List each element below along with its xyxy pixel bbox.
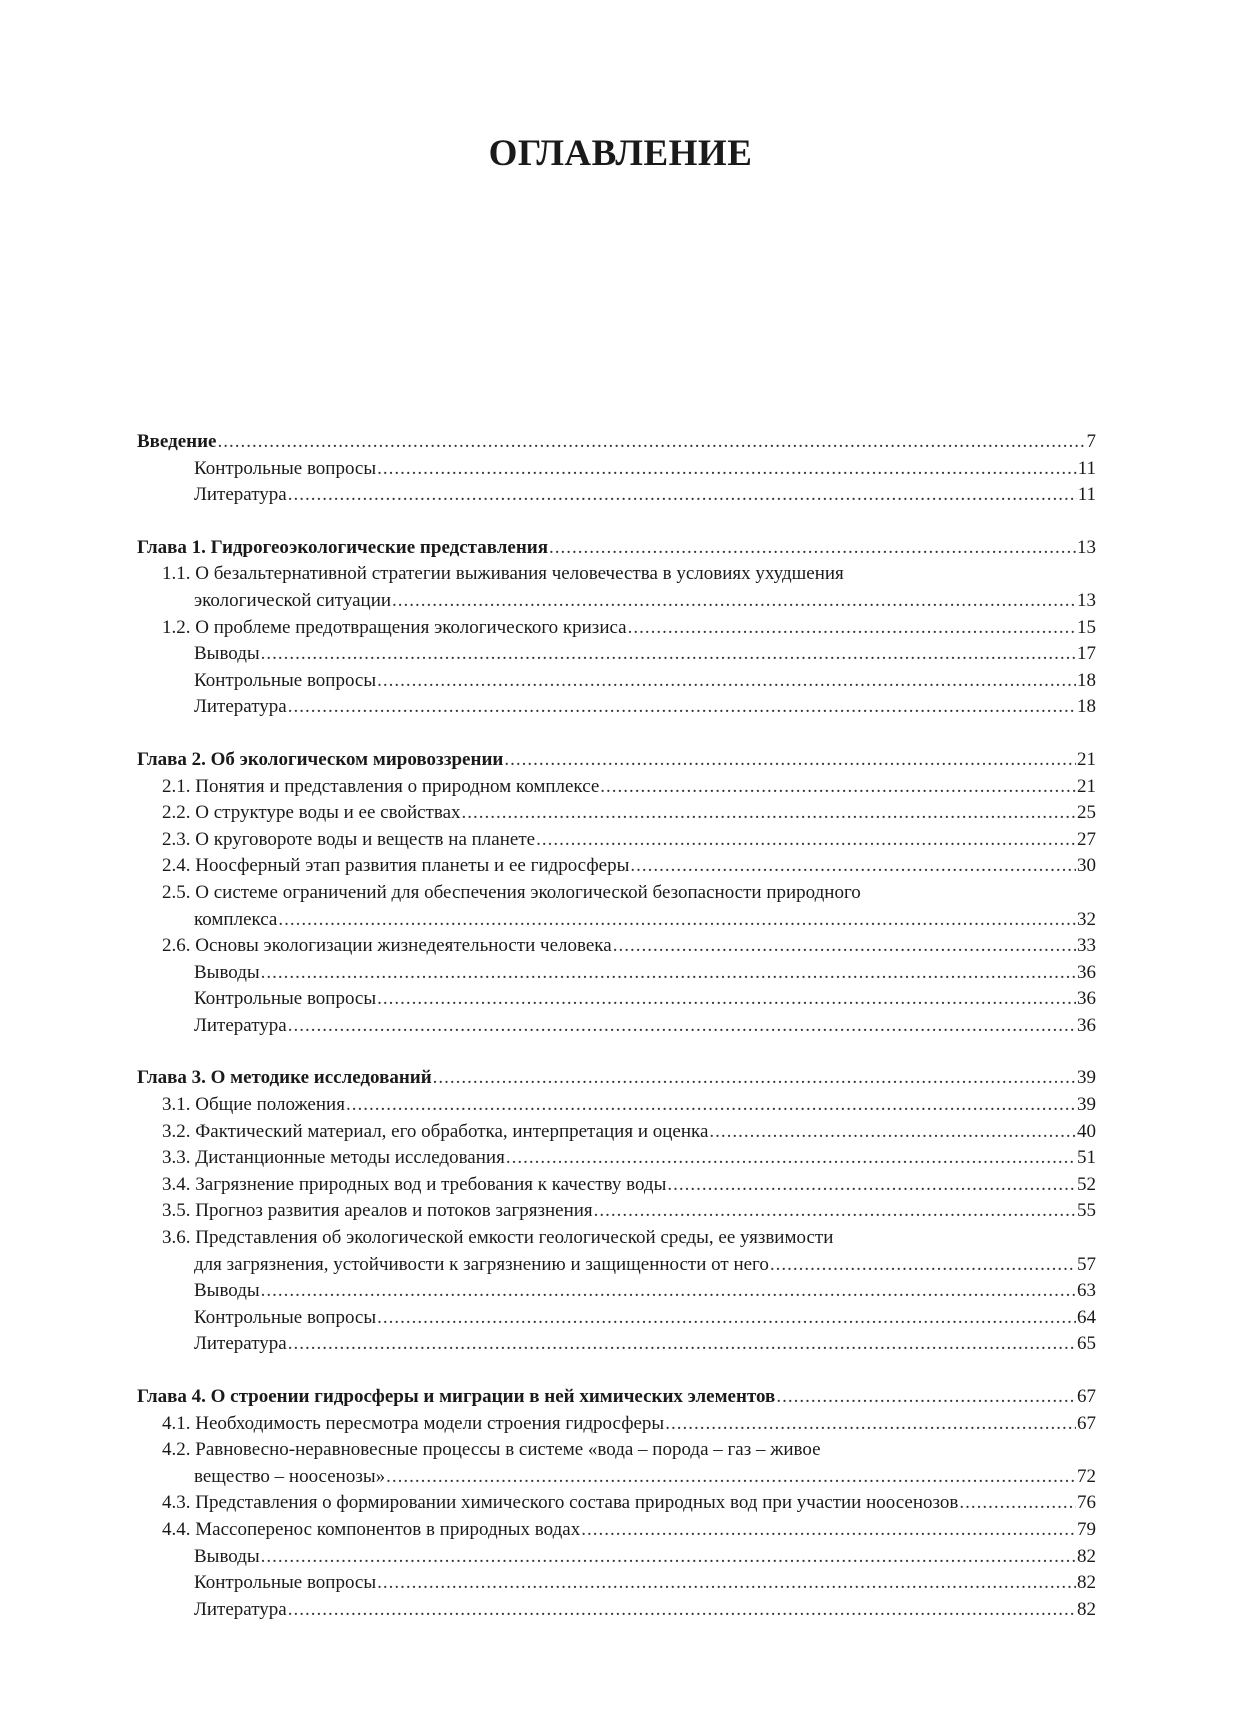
toc-entry — [137, 1119, 1096, 1146]
toc-page-number: 82 — [1077, 1572, 1096, 1594]
toc-entry — [137, 1517, 1096, 1544]
toc-page-number: 15 — [1077, 616, 1096, 638]
toc-page-number: 13 — [1077, 536, 1096, 558]
toc-entry — [137, 1278, 1096, 1305]
toc-page-number: 52 — [1077, 1173, 1096, 1195]
toc-dot-leader — [613, 933, 1076, 960]
toc-dot-leader — [506, 1145, 1076, 1172]
page-title: ОГЛАВЛЕНИЕ — [488, 133, 753, 174]
toc-page-number: 25 — [1077, 802, 1096, 824]
toc-entry-title: 2.6. Основы экологизации жизнедеятельности человека — [162, 935, 612, 957]
toc-dot-leader — [377, 668, 1076, 695]
toc-entry — [137, 1544, 1096, 1571]
toc-page-number: 79 — [1077, 1518, 1096, 1540]
toc-entry-title: Контрольные вопросы — [194, 457, 377, 479]
toc-entry — [137, 1464, 1096, 1491]
toc-entry-title: 1.2. О проблеме предотвращения экологического кризиса — [162, 616, 627, 638]
toc-dot-leader — [462, 800, 1077, 827]
toc-page-number: 36 — [1077, 988, 1096, 1010]
toc-entry-title: экологической ситуации — [194, 589, 392, 611]
toc-page-number: 57 — [1077, 1253, 1096, 1275]
toc-page-number: 33 — [1077, 935, 1096, 957]
toc-entry — [137, 1305, 1096, 1332]
toc-page-number: 72 — [1077, 1465, 1096, 1487]
toc-entry — [137, 1145, 1096, 1172]
toc-entry — [137, 615, 1096, 642]
toc-page-number: 27 — [1077, 828, 1096, 850]
toc-entry-title: Выводы — [194, 1280, 260, 1302]
toc-page-number: 82 — [1077, 1598, 1096, 1620]
toc-dot-leader — [377, 1570, 1076, 1597]
toc-page-number: 39 — [1077, 1094, 1096, 1116]
toc-chapter-entry — [137, 535, 1096, 562]
toc-entry — [137, 694, 1096, 721]
toc-page-number: 39 — [1077, 1067, 1096, 1089]
toc-entry-title: Контрольные вопросы — [194, 1572, 377, 1594]
toc-entry-title: Выводы — [194, 1545, 260, 1567]
toc-page-number: 63 — [1077, 1280, 1096, 1302]
toc-page-number: 67 — [1077, 1386, 1096, 1407]
toc-entry-title: 2.5. О системе ограничений для обеспечения экологической безопасности природного — [162, 881, 861, 903]
toc-entry — [137, 1411, 1096, 1438]
toc-entry-title: 3.3. Дистанционные методы исследования — [162, 1147, 505, 1169]
toc-dot-leader — [630, 853, 1076, 880]
toc-entry-title: Литература — [194, 696, 287, 718]
toc-dot-leader — [377, 1305, 1076, 1332]
toc-page-number: 51 — [1077, 1147, 1096, 1169]
toc-entry-title: 3.5. Прогноз развития ареалов и потоков загрязнения — [162, 1200, 593, 1222]
toc-entry — [137, 853, 1096, 880]
toc-entry-title: Литература — [194, 484, 287, 506]
toc-entry-title: Литература — [194, 1014, 287, 1036]
toc-dot-leader — [261, 960, 1076, 987]
toc-page-number: 21 — [1077, 748, 1096, 770]
toc-dot-leader — [536, 827, 1076, 854]
toc-dot-leader — [549, 535, 1076, 562]
toc-page-number: 21 — [1077, 775, 1096, 797]
toc-dot-leader — [504, 747, 1076, 774]
toc-entry — [137, 1570, 1096, 1597]
toc-dot-leader — [628, 615, 1076, 642]
toc-dot-leader — [665, 1411, 1076, 1438]
toc-entry — [137, 456, 1096, 483]
toc-entry — [137, 1490, 1096, 1517]
toc-entry-title: Глава 3. О методике исследований — [137, 1067, 432, 1089]
toc-dot-leader — [377, 456, 1077, 483]
toc-page-number: 18 — [1077, 669, 1096, 691]
toc-entry — [137, 827, 1096, 854]
toc-page-number: 40 — [1077, 1120, 1096, 1142]
table-of-contents — [137, 429, 1096, 1623]
toc-dot-leader — [261, 1544, 1076, 1571]
toc-page-number: 18 — [1077, 696, 1096, 718]
toc-dot-leader — [288, 1013, 1076, 1040]
toc-dot-leader — [346, 1092, 1076, 1119]
toc-entry-title: Контрольные вопросы — [194, 988, 377, 1010]
toc-entry-title: 3.2. Фактический материал, его обработка, интерпретация и оценка — [162, 1120, 709, 1142]
toc-page-number: 65 — [1077, 1333, 1096, 1355]
toc-page-number: 76 — [1077, 1492, 1096, 1514]
toc-dot-leader — [218, 429, 1086, 456]
toc-entry — [137, 907, 1096, 934]
toc-dot-leader — [581, 1517, 1076, 1544]
toc-page-number: 82 — [1077, 1545, 1096, 1567]
toc-entry — [137, 1172, 1096, 1199]
toc-entry — [137, 1198, 1096, 1225]
toc-entry-title: 1.1. О безальтернативной стратегии выживания человечества в условиях ухудшения — [162, 563, 844, 585]
toc-entry-title: Выводы — [194, 961, 260, 983]
toc-entry-title: 4.2. Равновесно-неравновесные процессы в системе «вода – порода – газ – живое — [162, 1439, 821, 1461]
toc-chapter-entry — [137, 1384, 1096, 1411]
toc-page-number: 55 — [1077, 1200, 1096, 1222]
toc-entry — [137, 1331, 1096, 1358]
toc-dot-leader — [386, 1464, 1076, 1491]
toc-entry — [137, 960, 1096, 987]
toc-page-number: 64 — [1077, 1306, 1096, 1328]
toc-entry — [137, 880, 1096, 907]
toc-dot-leader — [959, 1490, 1076, 1517]
toc-dot-leader — [288, 1331, 1076, 1358]
toc-dot-leader — [770, 1252, 1076, 1279]
toc-entry — [137, 1092, 1096, 1119]
toc-page-number: 30 — [1077, 855, 1096, 877]
toc-entry-title: вещество – ноосенозы» — [194, 1465, 386, 1487]
toc-dot-leader — [600, 774, 1076, 801]
toc-entry-title: Введение — [137, 431, 217, 452]
toc-page-number: 36 — [1077, 1014, 1096, 1036]
toc-entry-title: Выводы — [194, 643, 260, 665]
toc-dot-leader — [288, 694, 1076, 721]
toc-page-number: 67 — [1077, 1412, 1096, 1434]
toc-entry — [137, 1225, 1096, 1252]
toc-entry-title: Литература — [194, 1598, 287, 1620]
toc-entry — [137, 986, 1096, 1013]
toc-entry-title: Глава 2. Об экологическом мировоззрении — [137, 748, 504, 770]
toc-entry — [137, 1597, 1096, 1624]
toc-entry — [137, 1013, 1096, 1040]
toc-entry-title: для загрязнения, устойчивости к загрязнению и защищенности от него — [194, 1253, 769, 1275]
toc-entry-title: Контрольные вопросы — [194, 669, 377, 691]
toc-entry — [137, 641, 1096, 668]
toc-page-number: 17 — [1077, 643, 1096, 665]
toc-dot-leader — [709, 1119, 1076, 1146]
toc-entry — [137, 774, 1096, 801]
toc-entry — [137, 561, 1096, 588]
toc-dot-leader — [392, 588, 1076, 615]
toc-page-number: 36 — [1077, 961, 1096, 983]
toc-entry — [137, 800, 1096, 827]
toc-entry — [137, 1437, 1096, 1464]
toc-entry — [137, 933, 1096, 960]
toc-dot-leader — [667, 1172, 1076, 1199]
toc-entry-title: 3.4. Загрязнение природных вод и требования к качеству воды — [162, 1173, 667, 1195]
toc-dot-leader — [288, 482, 1077, 509]
toc-dot-leader — [377, 986, 1076, 1013]
toc-dot-leader — [433, 1065, 1076, 1092]
toc-entry — [137, 1252, 1096, 1279]
toc-page-number: 11 — [1077, 484, 1096, 506]
toc-entry-title: 2.1. Понятия и представления о природном комплексе — [162, 775, 600, 797]
toc-entry-title: комплекса — [194, 908, 278, 930]
toc-entry — [137, 588, 1096, 615]
toc-dot-leader — [288, 1597, 1076, 1624]
toc-dot-leader — [776, 1384, 1076, 1411]
toc-dot-leader — [261, 1278, 1076, 1305]
toc-entry-title: Контрольные вопросы — [194, 1306, 377, 1328]
toc-entry — [137, 668, 1096, 695]
toc-chapter-entry — [137, 429, 1096, 456]
toc-entry-title: 4.3. Представления о формировании химического состава природных вод при участии ноосенозов — [162, 1492, 959, 1514]
toc-page-number: 11 — [1077, 457, 1096, 479]
toc-entry-title: 2.4. Ноосферный этап развития планеты и ее гидросферы — [162, 855, 630, 877]
toc-chapter-entry — [137, 1065, 1096, 1092]
toc-entry-title: 2.3. О круговороте воды и веществ на планете — [162, 828, 536, 850]
toc-dot-leader — [278, 907, 1076, 934]
toc-entry — [137, 482, 1096, 509]
toc-chapter-entry — [137, 747, 1096, 774]
toc-entry-title: 3.6. Представления об экологической емкости геологической среды, ее уязвимости — [162, 1227, 834, 1249]
toc-dot-leader — [594, 1198, 1076, 1225]
toc-entry-title: Литература — [194, 1333, 287, 1355]
toc-entry-title: 2.2. О структуре воды и ее свойствах — [162, 802, 461, 824]
toc-page-number: 32 — [1077, 908, 1096, 930]
toc-entry-title: 3.1. Общие положения — [162, 1094, 345, 1116]
toc-entry-title: Глава 4. О строении гидросферы и миграции в ней химических элементов — [137, 1386, 776, 1407]
toc-entry-title: 4.1. Необходимость пересмотра модели строения гидросферы — [162, 1412, 665, 1434]
toc-entry-title: 4.4. Массоперенос компонентов в природных водах — [162, 1518, 581, 1540]
toc-page-number: 13 — [1077, 589, 1096, 611]
toc-page-number: 7 — [1086, 431, 1096, 452]
toc-dot-leader — [261, 641, 1076, 668]
toc-entry-title: Глава 1. Гидрогеоэкологические представления — [137, 536, 549, 558]
